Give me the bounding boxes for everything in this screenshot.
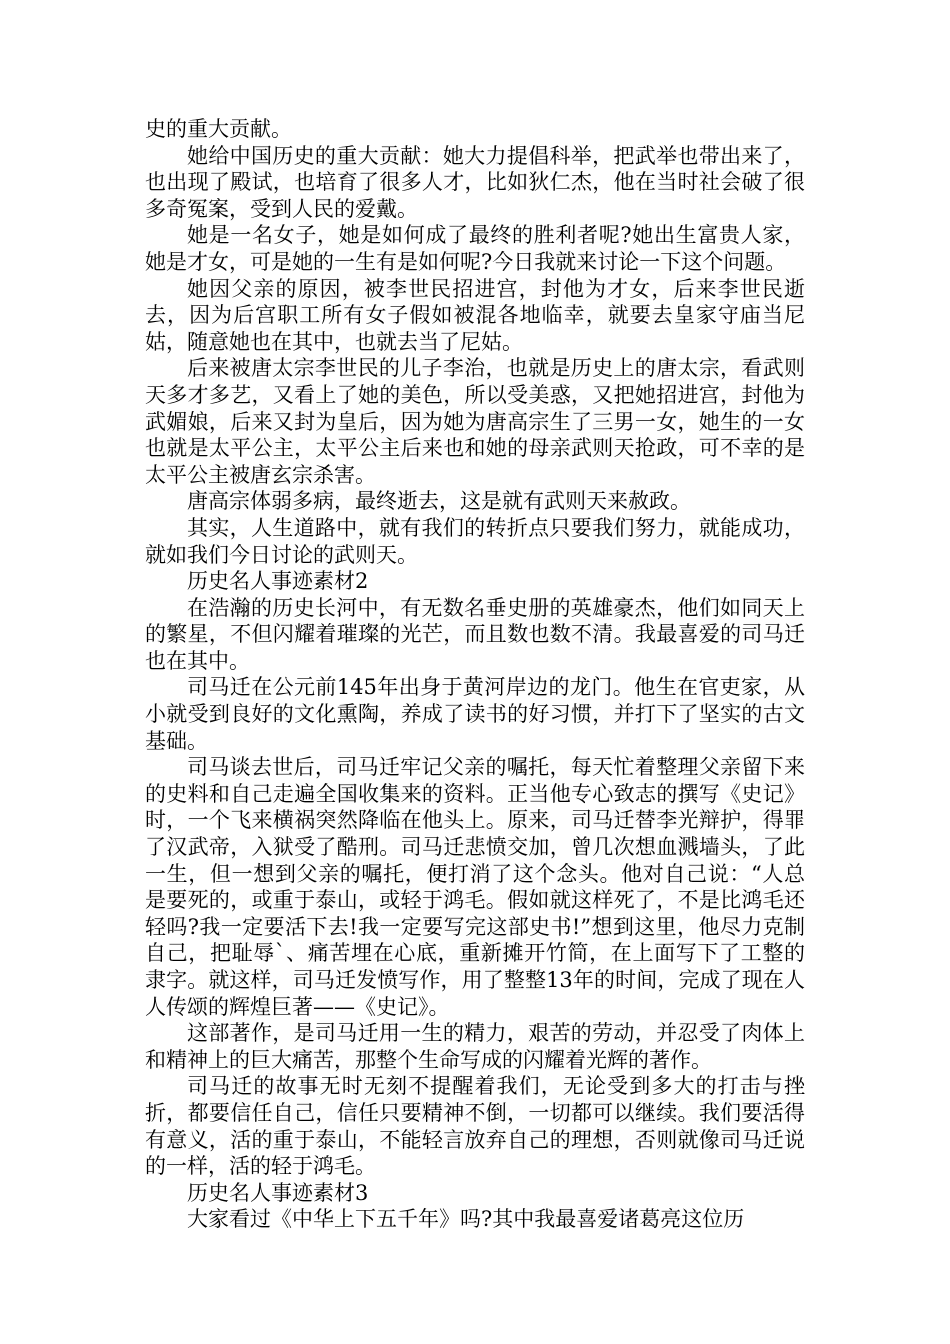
paragraph: 唐高宗体弱多病，最终逝去，这是就有武则天来赦政。 (187, 489, 691, 514)
paragraph: 大家看过《中华上下五千年》吗?其中我最喜爱诸葛亮这位历 (187, 1207, 745, 1232)
paragraph: 其实，人生道路中，就有我们的转折点只要我们努力，就能成功，就如我们今日讨论的武则天。 (145, 515, 805, 567)
paragraph: 司马谈去世后，司马迁牢记父亲的嘱托，每天忙着整理父亲留下来的史料和自己走遍全国收集来的资料。正当他专心致志的撰写《史记》时，一个飞来横祸突然降临在他头上。原来，司马迁替李光辩护，得罪了汉武帝，入狱受了酷刑。司马迁悲愤交加，曾几次想血溅墙头，了此一生，但一想到父亲的嘱托，便打消了这个念头。他对自己说：“人总是要死的，或重于泰山，或轻于鸿毛。假如就这样死了，不是比鸿毛还轻吗?我一定要活下去!我一定要写完这部史书!”想到这里，他尽力克制自己，把耻辱`、痛苦埋在心底，重新摊开竹简，在上面写下了工整的隶字。就这样，司马迁发愤写作，用了整整13年的时间，完成了现在人人传颂的辉煌巨著——《史记》。 (145, 755, 805, 1019)
section-heading: 历史名人事迹素材3 (187, 1180, 369, 1205)
paragraph-continuation: 史的重大贡献。 (145, 117, 292, 141)
paragraph: 司马迁的故事无时无刻不提醒着我们，无论受到多大的打击与挫折，都要信任自己，信任只要精神不倒，一切都可以继续。我们要活得有意义，活的重于泰山，不能轻言放弃自己的理想，否则就像司马迁说的一样，活的轻于鸿毛。 (145, 1074, 805, 1179)
paragraph: 后来被唐太宗李世民的儿子李治，也就是历史上的唐太宗，看武则天多才多艺，又看上了她的美色，所以受美惑，又把她招进宫，封他为武媚娘，后来又封为皇后，因为她为唐高宗生了三男一女，她生的一女也就是太平公主，太平公主后来也和她的母亲武则天抢政，可不幸的是太平公主被唐玄宗杀害。 (145, 356, 805, 487)
document-page (145, 116, 805, 1233)
paragraph: 在浩瀚的历史长河中，有无数名垂史册的英雄豪杰，他们如同天上的繁星，不但闪耀着璀璨的光芒，而且数也数不清。我最喜爱的司马迁也在其中。 (145, 595, 805, 673)
paragraph: 她是一名女子，她是如何成了最终的胜利者呢?她出生富贵人家，她是才女，可是她的一生有是如何呢?今日我就来讨论一下这个问题。 (145, 223, 805, 274)
paragraph: 她给中国历史的重大贡献：她大力提倡科举，把武举也带出来了，也出现了殿试，也培育了很多人才，比如狄仁杰，他在当时社会破了很多奇冤案，受到人民的爱戴。 (145, 143, 805, 221)
paragraph: 她因父亲的原因，被李世民招进宫，封他为才女，后来李世民逝去，因为后宫职工所有女子假如被混各地临幸，就要去皇家守庙当尼姑，随意她也在其中，也就去当了尼姑。 (145, 276, 805, 354)
paragraph: 这部著作，是司马迁用一生的精力，艰苦的劳动，并忍受了肉体上和精神上的巨大痛苦，那整个生命写成的闪耀着光辉的著作。 (145, 1021, 805, 1072)
paragraph: 司马迁在公元前145年出身于黄河岸边的龙门。他生在官吏家，从小就受到良好的文化熏陶，养成了读书的好习惯，并打下了坚实的古文基础。 (145, 675, 805, 753)
section-heading: 历史名人事迹素材2 (187, 569, 369, 594)
